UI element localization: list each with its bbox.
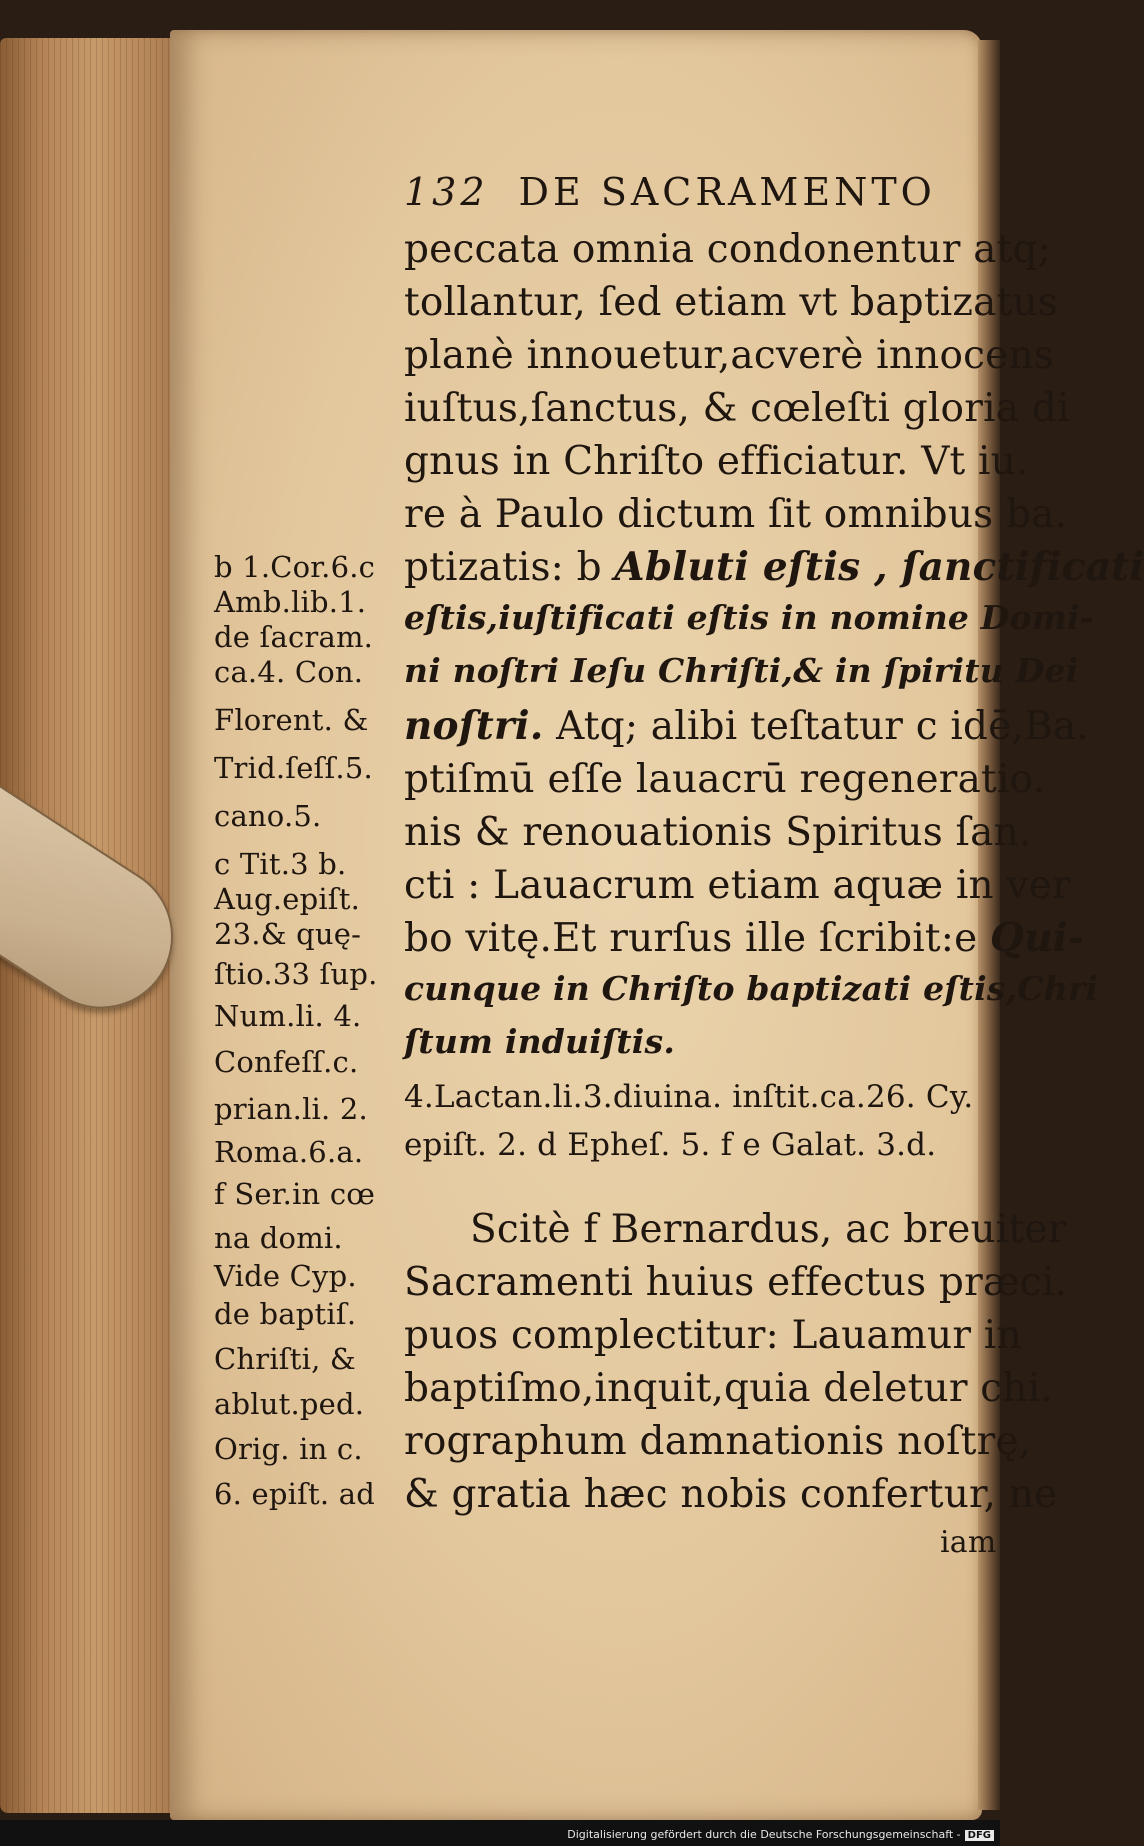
- footer-credit-text: Digitalisierung gefördert durch die Deutsche Forschungsgemeinschaft -: [567, 1828, 961, 1841]
- main-line: tollantur, ſed etiam vt baptizatus: [404, 280, 1058, 325]
- margin-note: 6. epiſt. ad: [214, 1477, 375, 1511]
- margin-note: cano.5.: [214, 799, 322, 833]
- mixed-line: ptiſmū eſſe lauacrū regeneratio.: [404, 757, 1046, 802]
- mixed-line: eſtis,iuſtificati eſtis in nomine Domi-: [404, 598, 1094, 637]
- mixed-line: noſtri. Atq; alibi teſtatur c idē,Ba.: [404, 703, 1089, 749]
- margin-note: na domi.: [214, 1221, 343, 1255]
- dfg-logo: DFG: [965, 1830, 994, 1841]
- page-header: [404, 170, 936, 214]
- margin-note: Florent. &: [214, 703, 369, 737]
- margin-note: Chriſti, &: [214, 1342, 356, 1376]
- margin-note: ca.4. Con.: [214, 655, 364, 689]
- mixed-line: ptizatis: b Abluti eſtis , ſanctificati: [404, 544, 1144, 590]
- margin-note: Num.li. 4.: [214, 999, 362, 1033]
- margin-note: c Tit.3 b.: [214, 847, 347, 881]
- margin-note: 23.& quę-: [214, 917, 362, 951]
- margin-note: ſtio.33 ſup.: [214, 957, 378, 991]
- paragraph-line: baptiſmo,inquit,quia deletur chi.: [404, 1366, 1053, 1411]
- mixed-line: nis & renouationis Spiritus ſan.: [404, 810, 1032, 855]
- margin-note: ablut.ped.: [214, 1387, 365, 1421]
- paragraph-line: puos complectitur: Lauamur in: [404, 1313, 1022, 1358]
- paragraph-line: rographum damnationis noſtrę,: [404, 1419, 1032, 1464]
- margin-note: Vide Cyp.: [214, 1259, 357, 1293]
- footer-credit: [567, 1828, 994, 1841]
- margin-note: Roma.6.a.: [214, 1135, 364, 1169]
- mixed-line: cti : Lauacrum etiam aquæ in ver: [404, 863, 1071, 908]
- margin-note: de baptiſ.: [214, 1297, 357, 1331]
- paragraph-line: Scitè f Bernardus, ac breuiter: [470, 1207, 1067, 1252]
- citation-line: epiſt. 2. d Epheſ. 5. f e Galat. 3.d.: [404, 1127, 937, 1163]
- margin-note: Trid.ſeſſ.5.: [214, 751, 373, 785]
- main-line: iuſtus,ſanctus, & cœleſti gloria di: [404, 386, 1070, 431]
- mixed-line: ſtum induiſtis.: [404, 1022, 676, 1061]
- citation-line: 4.Lactan.li.3.diuina. inſtit.ca.26. Cy.: [404, 1079, 974, 1115]
- margin-note: Aug.epiſt.: [214, 882, 361, 916]
- margin-note: de ſacram.: [214, 620, 374, 654]
- mixed-line: bo vitę.Et rurſus ille ſcribit:e Qui-: [404, 915, 1085, 961]
- margin-note: prian.li. 2.: [214, 1092, 368, 1126]
- page-number: 132: [404, 170, 489, 214]
- paragraph-line: & gratia hæc nobis confertur, ne: [404, 1472, 1058, 1517]
- catchword: iam: [940, 1525, 997, 1560]
- running-title: DE SACRAMENTO: [518, 170, 936, 214]
- main-line: re à Paulo dictum ſit omnibus ba.: [404, 492, 1068, 537]
- margin-note: b 1.Cor.6.c: [214, 550, 376, 584]
- margin-note: Orig. in c.: [214, 1432, 363, 1466]
- main-line: gnus in Chriſto efficiatur. Vt iu.: [404, 439, 1029, 484]
- margin-note: f Ser.in cœ: [214, 1177, 376, 1211]
- margin-note: Amb.lib.1.: [214, 585, 367, 619]
- margin-note: Confeſſ.c.: [214, 1045, 359, 1079]
- mixed-line: ni noſtri Ieſu Chriſti,& in ſpiritu Dei: [404, 651, 1079, 690]
- main-line: planè innouetur,acverè innocens: [404, 333, 1054, 378]
- mixed-line: cunque in Chriſto baptizati eſtis,Chri: [404, 969, 1099, 1008]
- paragraph-line: Sacramenti huius effectus præci.: [404, 1260, 1068, 1305]
- footer-bar: [0, 1820, 1000, 1846]
- main-line: peccata omnia condonentur atq;: [404, 227, 1052, 272]
